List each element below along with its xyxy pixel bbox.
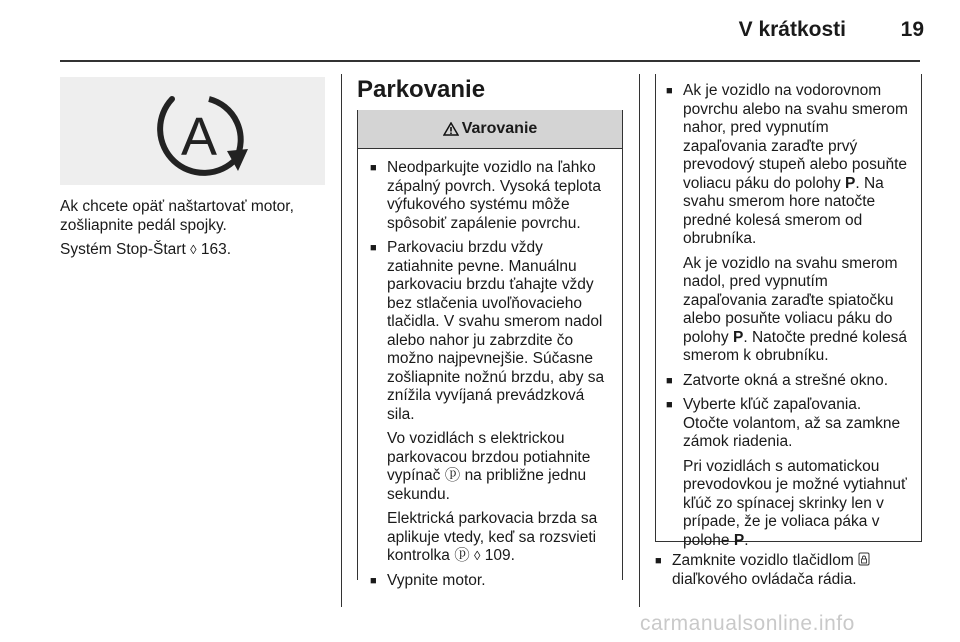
warning-title: Varovanie [461, 120, 538, 137]
electric-brake-text-a: Vo vozidlách s elektrickou parkovacou brzdou potiahnite vypínač [387, 430, 591, 484]
warning-item-text: Parkovaciu brzdu vždy zatiahnite pevne. Manuálnu parkovaciu brzdu ťahajte vždy bez stlačenia uvoľňovacieho tlačidla. V svahu smerom nadol alebo nahor ju zabrzdite čo možno najpevnejšie. Súčasne zošliapnite nožnú brzdu, aby sa znížila vyvíjaná prevádzková sila. [387, 239, 605, 423]
downhill-text-b: . Natočte predné kolesá smerom k obrubníku. [683, 328, 908, 364]
stop-start-label: Systém Stop-Štart [60, 241, 186, 258]
parking-brake-lamp-icon: ⓟ [454, 547, 470, 564]
warning-item [666, 82, 911, 366]
electric-brake-lamp-text: Elektrická parkovacia brzda sa aplikuje vtedy, keď sa rozsvieti kontrolka [387, 510, 598, 564]
slope-text-a: Ak je vozidlo na vodorovnom povrchu alebo na svahu smerom nahor, pred vypnutím zapaľovania zaraďte prvý prevodový stupeň alebo posuňte voliacu páku do polohy [683, 82, 908, 192]
automatic-text-b: . [744, 531, 749, 549]
warning-triangle-icon [443, 122, 459, 136]
slope-text-b: . Na svahu smerom hore natočte predné kolesá smerom od obrubníka. [683, 174, 884, 247]
warning-item: ■ Neodparkujte vozidlo na ľahko zápalný povrch. Vysoká teplota výfukového systému môže spôsobiť zapálenie povrchu. [370, 159, 610, 233]
page-ref-icon: ◊ [474, 548, 481, 563]
lock-text-b: diaľkového ovládača rádia. [672, 570, 857, 588]
electric-brake-lamp-note [387, 510, 610, 566]
page-title: V krátkosti [738, 18, 846, 41]
parking-brake-icon: ⓟ [444, 467, 461, 484]
warning-box-continued [655, 74, 922, 549]
automatic-transmission-note [683, 458, 911, 551]
gear-position-p: P [733, 531, 745, 549]
section-heading: Parkovanie [357, 76, 486, 103]
warning-item: ■ Zatvorte okná a strešné okno. [666, 372, 911, 391]
warning-item [370, 239, 610, 566]
lock-vehicle-item [655, 552, 920, 595]
auto-start-stop-icon [60, 77, 325, 185]
lock-button-icon [858, 552, 870, 566]
restart-paragraph: Ak chcete opäť naštartovať motor, zošliapnite pedál spojky. [60, 198, 294, 234]
warning-item: ■ Vypnite motor. [370, 572, 610, 591]
page-ref-icon: ◊ [190, 242, 197, 257]
stop-start-reference [60, 241, 330, 260]
automatic-text-a: Pri vozidlách s automatickou prevodovkou je možné vytiahnuť kľúč zo spínacej skrinky len v prípade, že je voliaca páka v polohe [683, 457, 907, 549]
electric-brake-text-b: na približne jednu sekundu. [387, 467, 587, 503]
list-item [655, 552, 920, 589]
page-number: 19 [900, 18, 924, 41]
warning-body [358, 149, 622, 590]
warning-header [358, 110, 622, 149]
icon-letter: A [181, 107, 218, 167]
left-column-text [60, 198, 330, 266]
downhill-note [683, 255, 911, 366]
auto-start-stop-icon-panel [60, 77, 325, 185]
watermark: carmanualsonline.info [640, 612, 855, 635]
column-divider-left [341, 74, 342, 607]
header-rule [60, 60, 920, 62]
gear-position-p: P [733, 328, 744, 346]
gear-position-p: P [845, 174, 856, 192]
electric-brake-note [387, 430, 610, 504]
warning-item [666, 396, 911, 550]
column-divider-right [639, 74, 640, 607]
stop-start-page: 163. [200, 241, 231, 258]
warning-box [357, 110, 623, 589]
downhill-text-a: Ak je vozidlo na svahu smerom nadol, pred vypnutím zapaľovania zaraďte spiatočku alebo posuňte voliacu páku do polohy [683, 254, 898, 346]
lock-text-a: Zamknite vozidlo tlačidlom [672, 552, 854, 569]
remove-key-text: Vyberte kľúč zapaľovania. Otočte volantom, až sa zamkne zámok riadenia. [683, 396, 901, 450]
lamp-page: 109. [484, 547, 515, 564]
